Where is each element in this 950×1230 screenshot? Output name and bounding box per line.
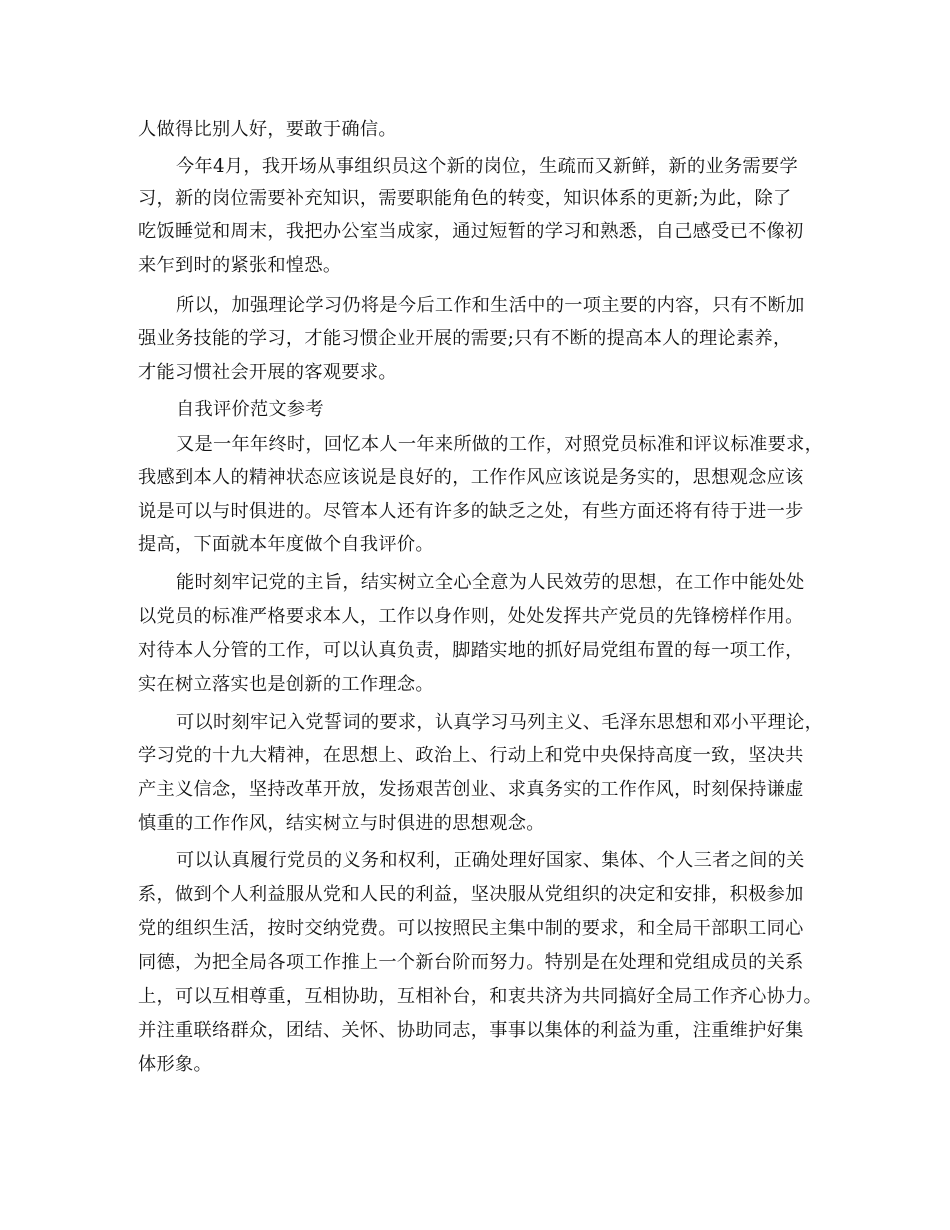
text-line: 以党员的标准严格要求本人，工作以身作则，处处发挥共产党员的先锋榜样作用。: [138, 606, 804, 627]
paragraph-first-line: 又是一年年终时，回忆本人一年来所做的工作，对照党员标准和评议标准要求，: [176, 434, 824, 455]
text-line: 习，新的岗位需要补充知识，需要职能角色的转变，知识体系的更新;为此，除了: [138, 188, 792, 209]
paragraph-first-line: 今年4月，我开场从事组织员这个新的岗位，生疏而又新鲜，新的业务需要学: [176, 156, 798, 177]
text-line: 提高，下面就本年度做个自我评价。: [138, 534, 434, 555]
text-line: 对待本人分管的工作，可以认真负责，脚踏实地的抓好局党组布置的每一项工作，: [138, 640, 804, 661]
paragraph-first-line: 能时刻牢记党的主旨，结实树立全心全意为人民效劳的思想，在工作中能处处: [176, 572, 805, 593]
text-line: 来乍到时的紧张和惶恐。: [138, 255, 342, 276]
text-line: 人做得比别人好，要敢于确信。: [138, 119, 397, 140]
paragraph-first-line: 可以认真履行党员的义务和权利，正确处理好国家、集体、个人三者之间的关: [176, 850, 805, 871]
text-line: 实在树立落实也是创新的工作理念。: [138, 674, 434, 695]
text-line: 系，做到个人利益服从党和人民的利益，坚决服从党组织的决定和安排，积极参加: [138, 884, 804, 905]
text-line: 慎重的工作作风，结实树立与时俱进的思想观念。: [138, 813, 545, 834]
text-line: 强业务技能的学习，才能习惯企业开展的需要;只有不断的提高本人的理论素养，: [138, 328, 792, 349]
text-line: 同德，为把全局各项工作推上一个新台阶而努力。特别是在处理和党组成员的关系: [138, 952, 804, 973]
paragraph-first-line: 所以，加强理论学习仍将是今后工作和生活中的一项主要的内容，只有不断加: [176, 295, 805, 316]
paragraph-first-line: 可以时刻牢记入党誓词的要求，认真学习马列主义、毛泽东思想和邓小平理论，: [176, 712, 824, 733]
text-line: 说是可以与时俱进的。尽管本人还有许多的缺乏之处，有些方面还将有待于进一步: [138, 501, 804, 522]
text-line: 上，可以互相尊重，互相协助，互相补台，和衷共济为共同搞好全局工作齐心协力。: [138, 986, 823, 1007]
text-line: 并注重联络群众，团结、关怀、协助同志，事事以集体的利益为重，注重维护好集: [138, 1020, 804, 1041]
section-heading: 自我评价范文参考: [176, 399, 324, 420]
text-line: 产主义信念，坚持改革开放，发扬艰苦创业、求真务实的工作作风，时刻保持谦虚: [138, 779, 804, 800]
text-line: 才能习惯社会开展的客观要求。: [138, 362, 397, 383]
text-line: 学习党的十九大精神，在思想上、政治上、行动上和党中央保持高度一致，坚决共: [138, 745, 804, 766]
text-line: 党的组织生活，按时交纳党费。可以按照民主集中制的要求，和全局干部职工同心: [138, 918, 804, 939]
text-line: 体形象。: [138, 1054, 212, 1075]
text-line: 我感到本人的精神状态应该说是良好的，工作作风应该说是务实的，思想观念应该: [138, 467, 804, 488]
text-line: 吃饭睡觉和周末，我把办公室当成家，通过短暂的学习和熟悉，自己感受已不像初: [138, 221, 804, 242]
